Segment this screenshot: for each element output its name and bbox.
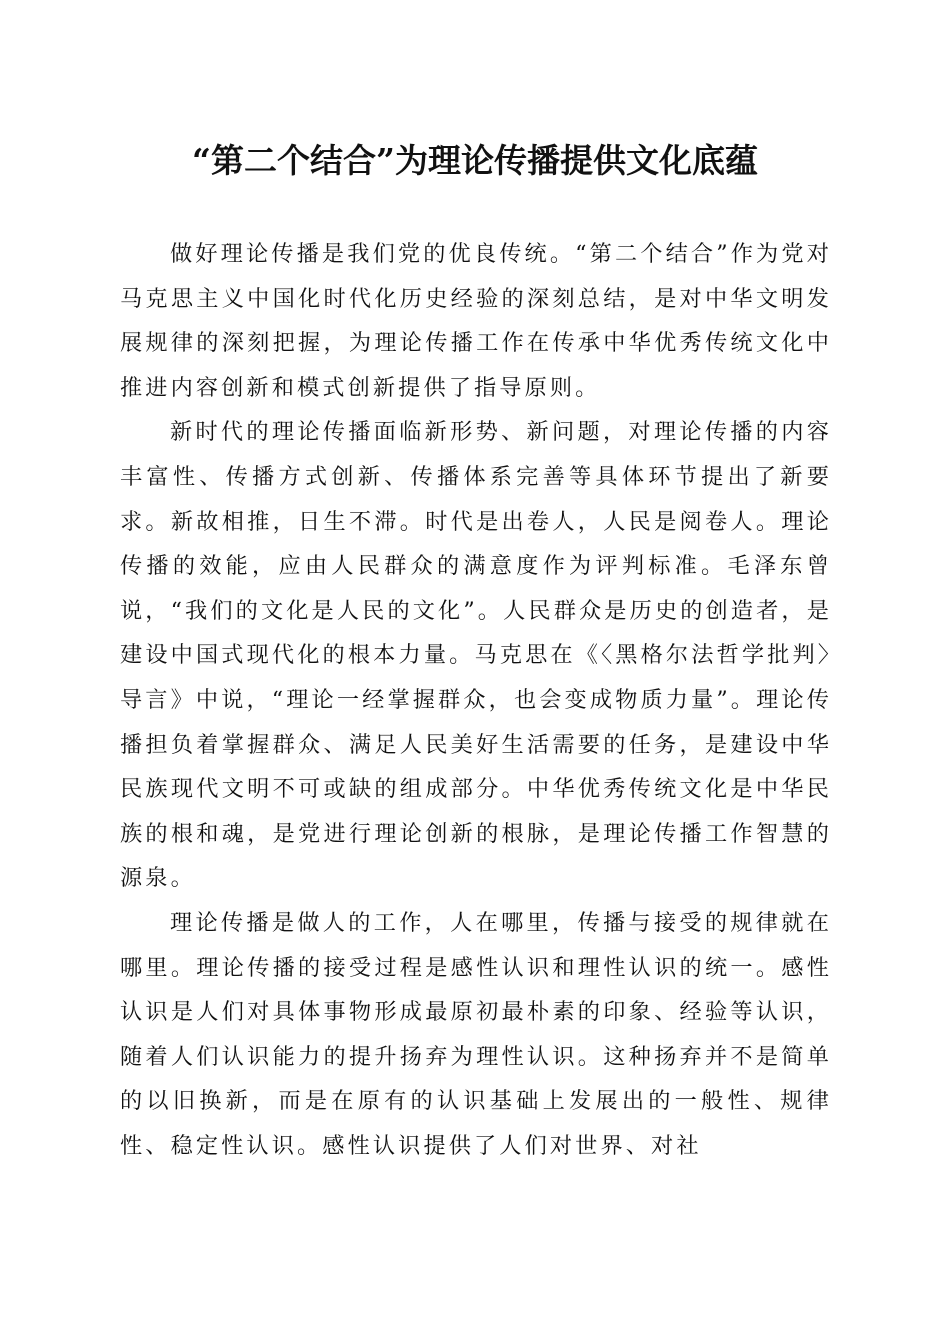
document-title: “第二个结合”为理论传播提供文化底蕴	[192, 141, 758, 180]
paragraph-2: 新时代的理论传播面临新形势、新问题，对理论传播的内容丰富性、传播方式创新、传播体系完善等具体环节提出了新要求。新故相推，日生不滞。时代是出卷人，人民是阅卷人。理论传播的效能，应由人民群众的满意度作为评判标准。毛泽东曾说，“我们的文化是人民的文化”。人民群众是历史的创造者，是建设中国式现代化的根本力量。马克思在《〈黑格尔法哲学批判〉导言》中说，“理论一经掌握群众，也会变成物质力量”。理论传播担负着掌握群众、满足人民美好生活需要的任务，是建设中华民族现代文明不可或缺的组成部分。中华优秀传统文化是中华民族的根和魂，是党进行理论创新的根脉，是理论传播工作智慧的源泉。	[120, 419, 832, 892]
paragraph-3: 理论传播是做人的工作，人在哪里，传播与接受的规律就在哪里。理论传播的接受过程是感性认识和理性认识的统一。感性认识是人们对具体事物形成最原初最朴素的印象、经验等认识，随着人们认识能力的提升扬弃为理性认识。这种扬弃并不是简单的以旧换新，而是在原有的认识基础上发展出的一般性、规律性、稳定性认识。感性认识提供了人们对世界、对社	[120, 909, 832, 1159]
paragraph-1: 做好理论传播是我们党的优良传统。“第二个结合”作为党对马克思主义中国化时代化历史经验的深刻总结，是对中华文明发展规律的深刻把握，为理论传播工作在传承中华优秀传统文化中推进内容创新和模式创新提供了指导原则。	[120, 241, 832, 401]
document-body	[120, 232, 832, 1168]
